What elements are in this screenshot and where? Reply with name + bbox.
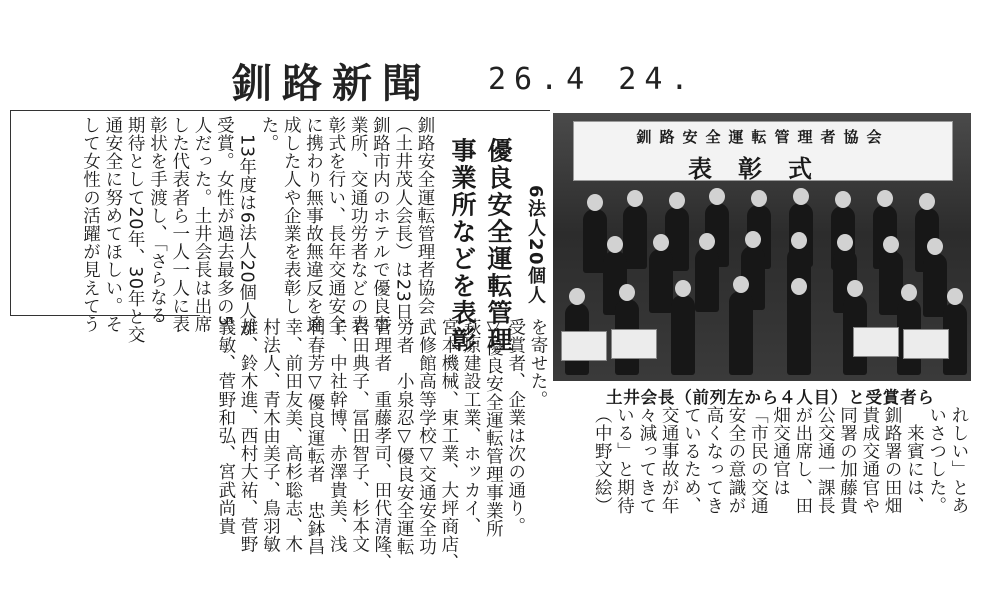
award-ceremony-photo xyxy=(553,113,971,381)
person-figure xyxy=(787,293,811,375)
article-top-rule xyxy=(10,110,550,111)
clipping-date: 26.4 24. xyxy=(488,62,697,97)
banner-title: 表彰式 xyxy=(688,154,838,183)
certificate xyxy=(561,331,607,361)
newspaper-masthead: 釧路新聞 xyxy=(232,60,432,107)
headline-line-1: 優良安全運転管理 xyxy=(484,137,513,354)
awardees-list: を寄せた。 受賞者、企業は次の通り。 ▽優良安全運転管理事業所 萩原建設工業、ホッカイ、 宮本機械、東工業、大坪商店、 武修館高等学校▽交通安全功 労者 小泉忍▽優良安全運転 管理者 重藤孝司、田代清隆、 岩田典子、冨田智子、杉本文 子、中社幹博、赤澤貴美、浅 利春芳▽優良運転者 忠鉢昌 幸、前田友美、高杉聡志、木 村法人、青木由美子、鳥羽敏 雄、鈴木進、西村大祐、菅野 義敏、菅野和弘、宮武尚貴 xyxy=(215,318,548,572)
headline-line-2: 事業所などを表彰 xyxy=(448,137,477,354)
article-body-left: 釧路安全運転管理者協会 （土井茂人会長）は23日、 釧路市内のホテルで優良事 業所、交通功労者などの表 彰式を行い、長年交通安全 に携わり無事故無違反を達 成した人や企業を表彰し た。 13年度は6法人20個人が 受賞。女性が過去最多の5 人だった。土井会長は出席 した代表者ら一人一人に表 彰状を手渡し、「さらなる 期待として20年、30年と交 通安全に努めてほしい。そ して女性の活躍が見えてう xyxy=(80,116,435,344)
subheadline: 6法人20個人 xyxy=(525,185,546,306)
person-figure xyxy=(923,253,947,317)
article-left-rule xyxy=(10,110,11,315)
article-body-right: れしい」とあ いさつした。 来賓には、 釧路署の田畑 貴成交通官や 同署の加藤貴 公交通一課長 が出席し、田 畑交通官は 「市民の交通 安全の意識が 高くなってき ているため、 交通事故が年 々減ってきて いる」と期待 （中野文絵） xyxy=(592,406,969,515)
banner-association-name: 釧路安全運転管理者協会 xyxy=(636,128,890,146)
certificate xyxy=(853,327,899,357)
person-figure xyxy=(695,248,719,312)
photo-caption: 土井会長（前列左から４人目）と受賞者ら xyxy=(606,388,935,407)
ceremony-banner xyxy=(573,121,953,181)
person-figure xyxy=(729,291,753,375)
person-figure xyxy=(649,249,673,313)
certificate xyxy=(903,329,949,359)
certificate xyxy=(611,329,657,359)
person-figure xyxy=(671,295,695,375)
